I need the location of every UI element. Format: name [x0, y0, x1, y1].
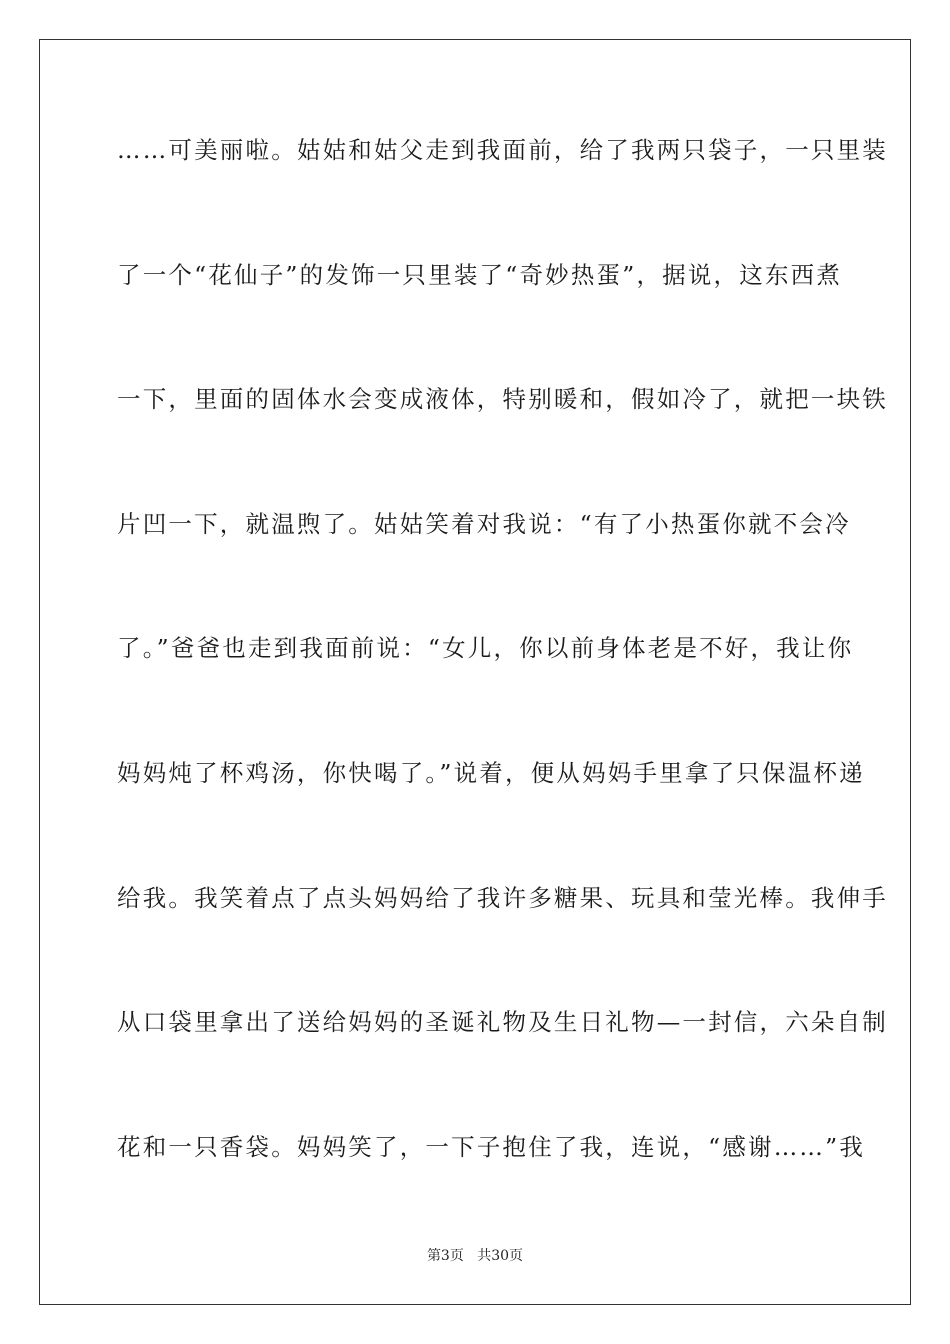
text-line: 一下，里面的固体水会变成液体，特别暖和，假如冷了，就把一块铁	[117, 385, 888, 414]
text-line: 花和一只香袋。妈妈笑了，一下子抱住了我，连说，“感谢……”我	[117, 1132, 866, 1161]
page-footer	[0, 1246, 950, 1266]
total-pages: 共30页	[477, 1248, 524, 1264]
text-line: 妈妈炖了杯鸡汤，你快喝了。”说着，便从妈妈手里拿了只保温杯递	[117, 758, 865, 787]
text-line: 片凹一下，就温煦了。姑姑笑着对我说：“有了小热蛋你就不会冷	[117, 509, 851, 538]
current-page-number: 第3页	[426, 1248, 464, 1264]
document-body	[117, 128, 888, 1249]
text-line: ……可美丽啦。姑姑和姑父走到我面前，给了我两只袋子，一只里装	[117, 136, 888, 164]
text-line: 给我。我笑着点了点头妈妈给了我许多糖果、玩具和莹光棒。我伸手	[117, 883, 888, 912]
text-line: 从口袋里拿出了送给妈妈的圣诞礼物及生日礼物—一封信，六朵自制	[117, 1008, 888, 1037]
text-line: 了。”爸爸也走到我面前说：“女儿，你以前身体老是不好，我让你	[117, 634, 854, 663]
text-line: 了一个“花仙子”的发饰一只里装了“奇妙热蛋”，据说，这东西煮	[117, 260, 843, 289]
